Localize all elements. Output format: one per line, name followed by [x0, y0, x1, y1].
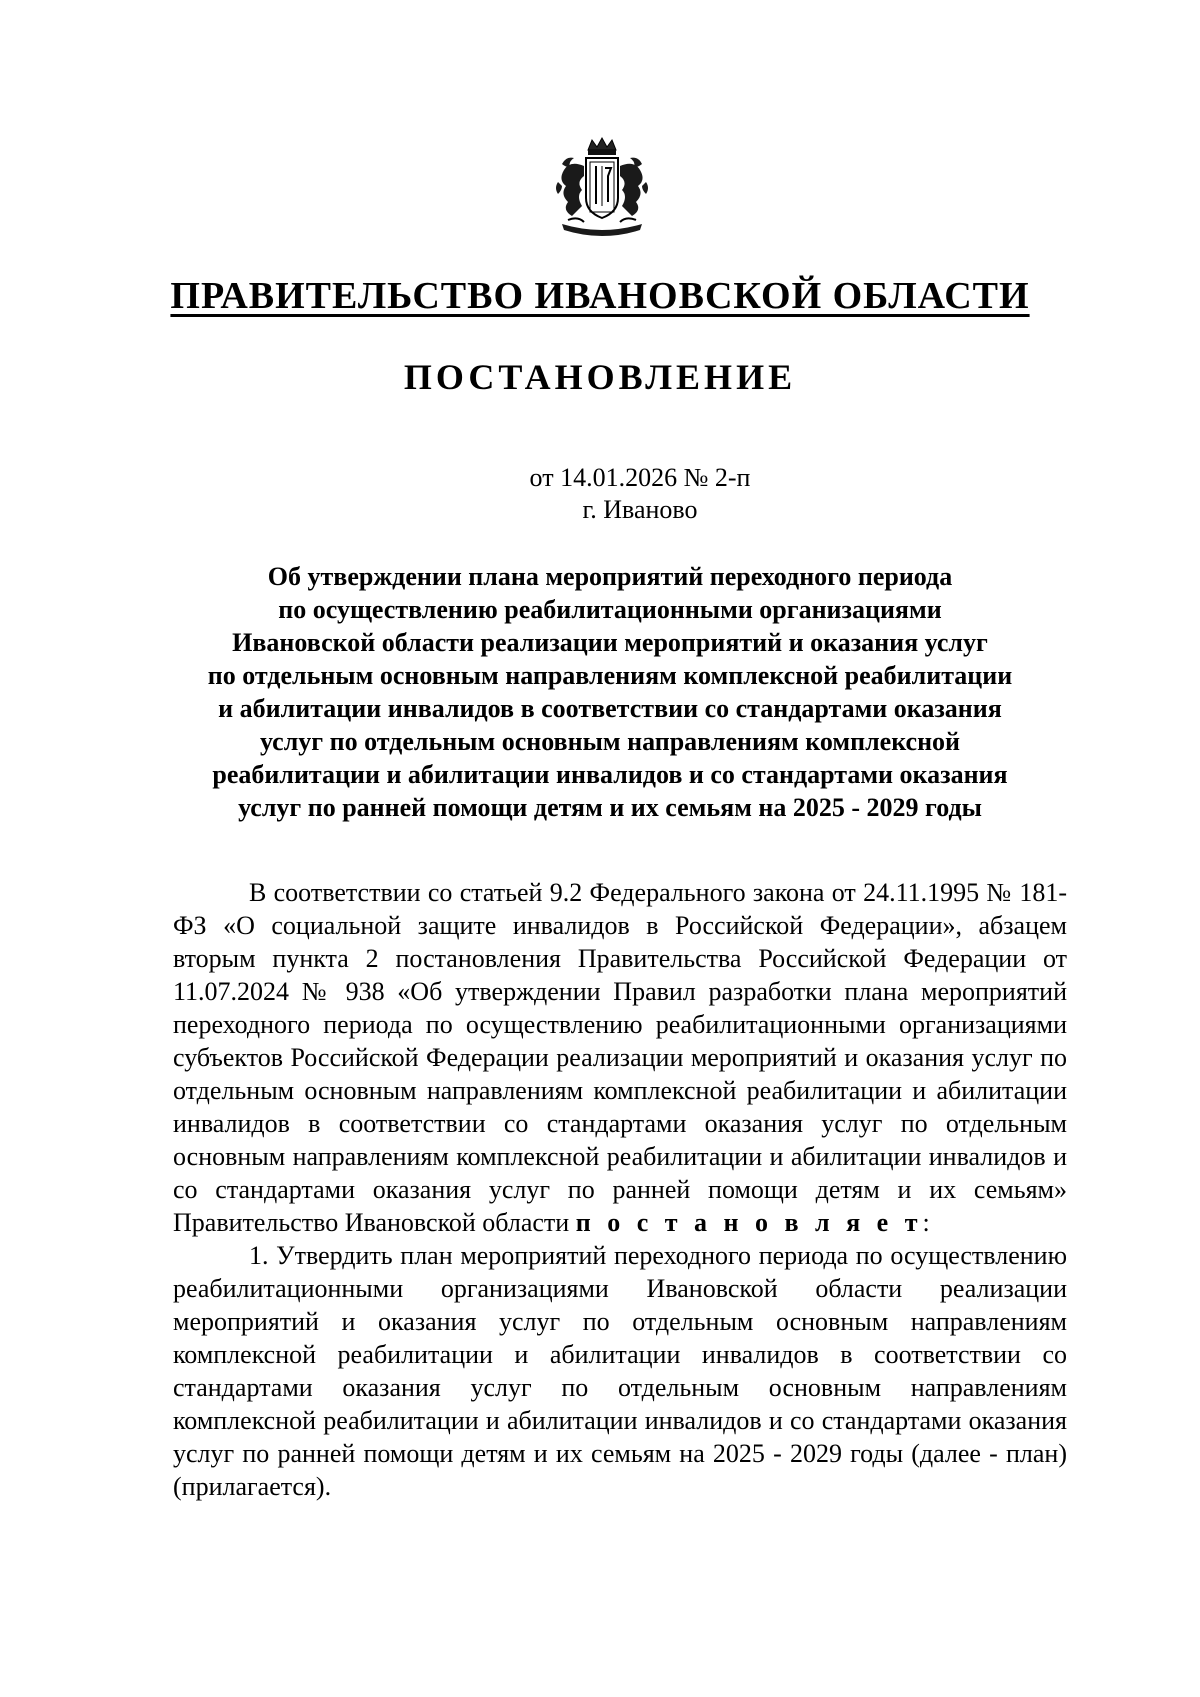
document-type: ПОСТАНОВЛЕНИЕ: [403, 357, 797, 397]
title-line: услуг по отдельным основным направлениям комплексной: [259, 727, 961, 756]
title-line: по отдельным основным направлениям комплексной реабилитации: [207, 661, 1013, 690]
preamble-paragraph: [173, 876, 1067, 1239]
title-line: Ивановской области реализации мероприятий и оказания услуг: [232, 628, 988, 657]
title-line: и абилитации инвалидов в соответствии со стандартами оказания: [218, 694, 1002, 723]
title-line: реабилитации и абилитации инвалидов и со стандартами оказания: [212, 760, 1008, 789]
coat-of-arms-icon: [548, 136, 656, 244]
title-line: Об утверждении плана мероприятий переходного периода: [267, 562, 953, 591]
decree-suffix: :: [922, 1208, 930, 1237]
government-name: ПРАВИТЕЛЬСТВО ИВАНОВСКОЙ ОБЛАСТИ: [170, 275, 1030, 317]
document-city: г. Иваново: [582, 495, 698, 524]
document-body: [173, 876, 1067, 1503]
preamble-text: В соответствии со статьей 9.2 Федерального закона от 24.11.1995 № 181-ФЗ «О социальной защите инвалидов в Российской Федерации», абзацем вторым пункта 2 постановления Правительства Российской Федерации от 11.07.2024 № 938 «Об утверждении Правил разработки плана мероприятий переходного периода по осуществлению реабилитационными организациями субъектов Российской Федерации реализации мероприятий и оказания услуг по отдельным основным направлениям комплексной реабилитации и абилитации инвалидов в соответствии со стандартами оказания услуг по отдельным основным направлениям комплексной реабилитации и абилитации инвалидов и со стандартами оказания услуг по ранней помощи детям и их семьям» Правительство Ивановской области: [173, 878, 1067, 1237]
title-line: услуг по ранней помощи детям и их семьям на 2025 - 2029 годы: [238, 793, 982, 822]
document-date-number: от 14.01.2026 № 2-п: [529, 463, 751, 492]
document-title: [160, 560, 1060, 824]
title-line: по осуществлению реабилитационными организациями: [278, 595, 942, 624]
decree-word: п о с т а н о в л я е т: [575, 1208, 923, 1237]
list-item: 1. Утвердить план мероприятий переходного периода по осуществлению реабилитационными организациями Ивановской области реализации мероприятий и оказания услуг по отдельным основным направлениям комплексной реабилитации и абилитации инвалидов в соответствии со стандартами оказания услуг по отдельным основным направлениям комплексной реабилитации и абилитации инвалидов и со стандартами оказания услуг по ранней помощи детям и их семьям на 2025 - 2029 годы (далее - план) (прилагается).: [173, 1241, 1067, 1501]
